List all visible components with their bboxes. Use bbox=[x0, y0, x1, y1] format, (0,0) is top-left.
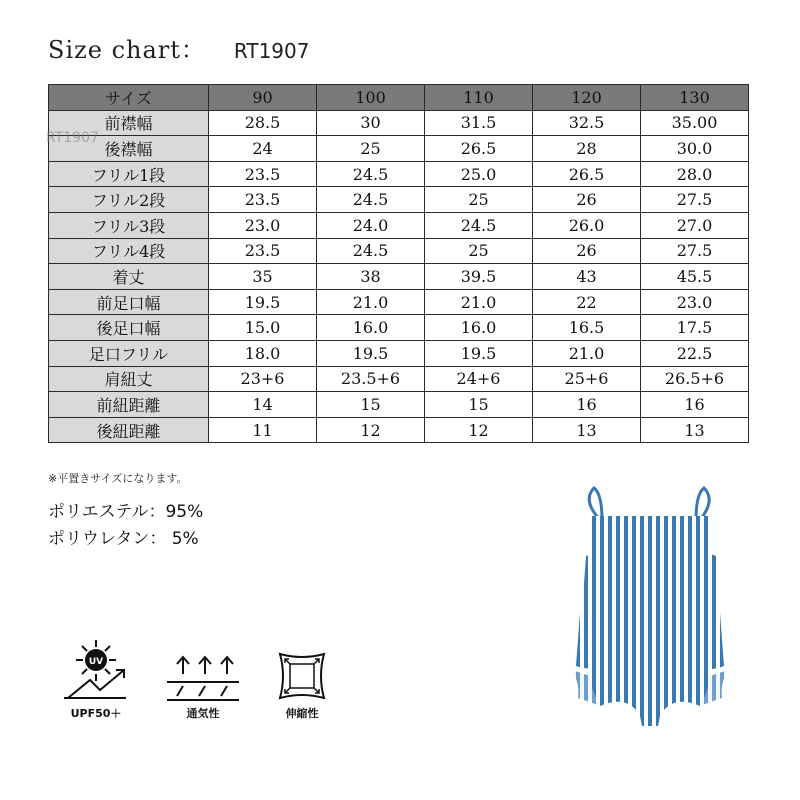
title-text: Size chart： bbox=[48, 36, 206, 64]
table-cell: 32.5 bbox=[533, 110, 641, 136]
material-line: ポリウレタン： 5% bbox=[48, 529, 199, 549]
column-header: 100 bbox=[317, 85, 425, 111]
uv-sun-icon bbox=[60, 636, 132, 702]
column-header: 90 bbox=[209, 85, 317, 111]
table-cell: 28 bbox=[533, 136, 641, 162]
table-cell: 19.5 bbox=[317, 340, 425, 366]
table-cell: 28.0 bbox=[641, 161, 749, 187]
table-cell: 27.5 bbox=[641, 238, 749, 264]
table-row bbox=[49, 315, 749, 341]
table-cell: 23.0 bbox=[641, 289, 749, 315]
table-cell: 22.5 bbox=[641, 340, 749, 366]
row-label: 後襟幅 bbox=[49, 136, 209, 162]
table-cell: 21.0 bbox=[533, 340, 641, 366]
table-cell: 24 bbox=[209, 136, 317, 162]
table-cell: 23+6 bbox=[209, 366, 317, 392]
table-cell: 19.5 bbox=[209, 289, 317, 315]
table-cell: 24.5 bbox=[425, 212, 533, 238]
table-row bbox=[49, 238, 749, 264]
column-header: 120 bbox=[533, 85, 641, 111]
row-label: 肩紐丈 bbox=[49, 366, 209, 392]
table-cell: 16 bbox=[533, 392, 641, 418]
table-cell: 24.5 bbox=[317, 161, 425, 187]
breathable-arrows-icon bbox=[165, 652, 241, 702]
table-row bbox=[49, 187, 749, 213]
table-row bbox=[49, 340, 749, 366]
table-cell: 15.0 bbox=[209, 315, 317, 341]
table-cell: 30 bbox=[317, 110, 425, 136]
table-row bbox=[49, 212, 749, 238]
material-line: ポリエステル：95% bbox=[48, 502, 204, 522]
row-label: フリル3段 bbox=[49, 212, 209, 238]
stretch-icon bbox=[274, 650, 330, 702]
watermark: RT1907 bbox=[46, 130, 99, 146]
page-title bbox=[48, 30, 309, 65]
table-row bbox=[49, 136, 749, 162]
table-cell: 15 bbox=[317, 392, 425, 418]
table-cell: 26.0 bbox=[533, 212, 641, 238]
table-cell: 27.5 bbox=[641, 187, 749, 213]
table-cell: 21.0 bbox=[317, 289, 425, 315]
table-header-row bbox=[49, 85, 749, 111]
table-cell: 26.5 bbox=[425, 136, 533, 162]
table-cell: 35.00 bbox=[641, 110, 749, 136]
table-cell: 31.5 bbox=[425, 110, 533, 136]
table-cell: 43 bbox=[533, 264, 641, 290]
table-cell: 23.5 bbox=[209, 187, 317, 213]
table-cell: 13 bbox=[533, 417, 641, 443]
table-cell: 25 bbox=[425, 187, 533, 213]
table-cell: 28.5 bbox=[209, 110, 317, 136]
row-label: 後足口幅 bbox=[49, 315, 209, 341]
table-cell: 17.5 bbox=[641, 315, 749, 341]
table-cell: 21.0 bbox=[425, 289, 533, 315]
table-cell: 35 bbox=[209, 264, 317, 290]
product-code: RT1907 bbox=[233, 39, 310, 63]
row-label: 後紐距離 bbox=[49, 417, 209, 443]
table-cell: 18.0 bbox=[209, 340, 317, 366]
measurement-note: ※平置きサイズになります。 bbox=[48, 472, 188, 485]
table-cell: 22 bbox=[533, 289, 641, 315]
column-header: 130 bbox=[641, 85, 749, 111]
table-cell: 39.5 bbox=[425, 264, 533, 290]
table-cell: 16.5 bbox=[533, 315, 641, 341]
table-row bbox=[49, 366, 749, 392]
table-cell: 11 bbox=[209, 417, 317, 443]
table-row bbox=[49, 110, 749, 136]
table-cell: 14 bbox=[209, 392, 317, 418]
table-cell: 13 bbox=[641, 417, 749, 443]
table-cell: 24+6 bbox=[425, 366, 533, 392]
table-cell: 19.5 bbox=[425, 340, 533, 366]
table-cell: 26 bbox=[533, 238, 641, 264]
table-cell: 12 bbox=[317, 417, 425, 443]
table-cell: 16 bbox=[641, 392, 749, 418]
table-row bbox=[49, 417, 749, 443]
stretch-label: 伸縮性 bbox=[285, 707, 319, 720]
table-cell: 30.0 bbox=[641, 136, 749, 162]
table-cell: 38 bbox=[317, 264, 425, 290]
table-cell: 26.5 bbox=[533, 161, 641, 187]
table-cell: 25.0 bbox=[425, 161, 533, 187]
size-table bbox=[48, 84, 749, 443]
table-cell: 16.0 bbox=[425, 315, 533, 341]
table-cell: 26 bbox=[533, 187, 641, 213]
table-cell: 23.5+6 bbox=[317, 366, 425, 392]
table-cell: 24.5 bbox=[317, 187, 425, 213]
row-label: 前紐距離 bbox=[49, 392, 209, 418]
table-cell: 16.0 bbox=[317, 315, 425, 341]
table-cell: 26.5+6 bbox=[641, 366, 749, 392]
table-row bbox=[49, 392, 749, 418]
breathable-label: 通気性 bbox=[186, 707, 220, 720]
table-cell: 24.5 bbox=[317, 238, 425, 264]
uv-text: UV bbox=[88, 657, 104, 667]
row-label: フリル4段 bbox=[49, 238, 209, 264]
table-cell: 25+6 bbox=[533, 366, 641, 392]
table-row bbox=[49, 289, 749, 315]
row-label: 着丈 bbox=[49, 264, 209, 290]
table-cell: 12 bbox=[425, 417, 533, 443]
table-cell: 15 bbox=[425, 392, 533, 418]
table-cell: 45.5 bbox=[641, 264, 749, 290]
upf-label: UPF50＋ bbox=[70, 707, 122, 720]
row-label: 前足口幅 bbox=[49, 289, 209, 315]
table-corner-label: サイズ bbox=[49, 85, 209, 111]
row-label: 足口フリル bbox=[49, 340, 209, 366]
column-header: 110 bbox=[425, 85, 533, 111]
row-label: フリル2段 bbox=[49, 187, 209, 213]
table-cell: 23.5 bbox=[209, 161, 317, 187]
table-cell: 25 bbox=[425, 238, 533, 264]
table-cell: 27.0 bbox=[641, 212, 749, 238]
table-cell: 25 bbox=[317, 136, 425, 162]
row-label: 前襟幅 bbox=[49, 110, 209, 136]
table-row bbox=[49, 161, 749, 187]
table-cell: 23.0 bbox=[209, 212, 317, 238]
table-row bbox=[49, 264, 749, 290]
swimsuit-product-image bbox=[560, 480, 740, 730]
table-cell: 23.5 bbox=[209, 238, 317, 264]
row-label: フリル1段 bbox=[49, 161, 209, 187]
table-cell: 24.0 bbox=[317, 212, 425, 238]
